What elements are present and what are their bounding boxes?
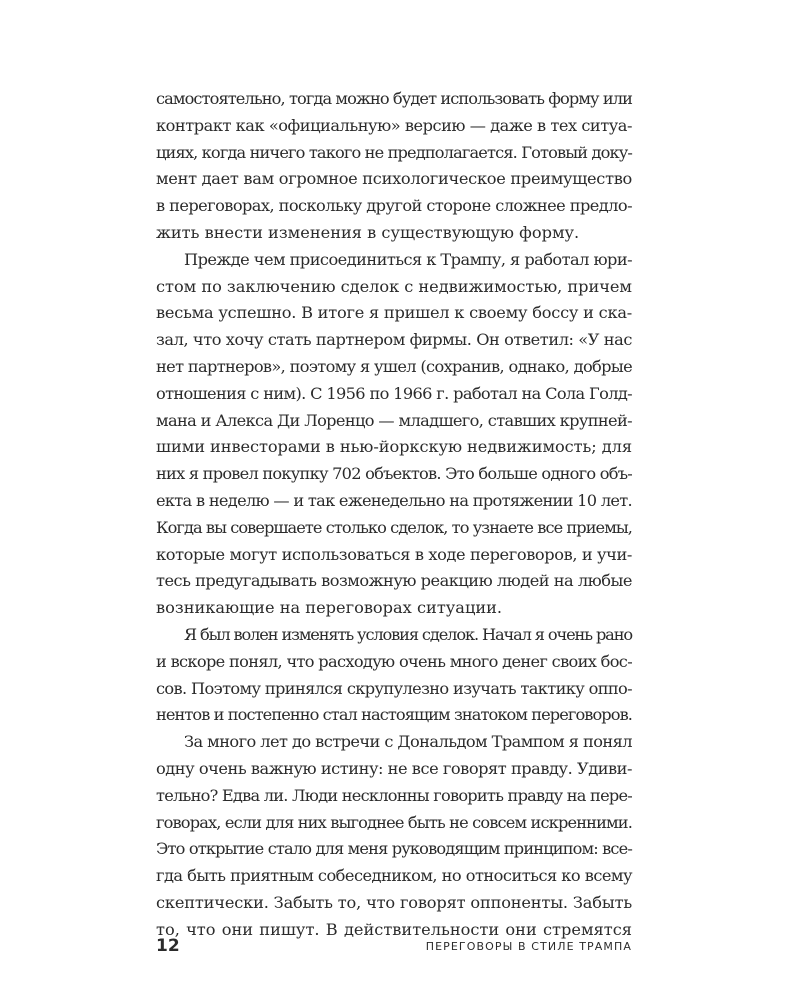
text-line: За много лет до встречи с Дональдом Трампом я понял — [184, 732, 633, 752]
running-title: ПЕРЕГОВОРЫ В СТИЛЕ ТРАМПА — [425, 940, 632, 953]
text-line: и вскоре понял, что расходую очень много денег своих бос- — [156, 651, 632, 671]
text-line: екта в неделю — и так еженедельно на протяжении 10 лет. — [156, 490, 632, 510]
text-line: в переговорах, поскольку другой стороне сложнее предло- — [156, 196, 632, 216]
text-line: Когда вы совершаете столько сделок, то узнаете все приемы, — [156, 517, 633, 537]
text-line: Я был волен изменять условия сделок. Начал я очень рано — [184, 624, 632, 644]
text-line: Прежде чем присоединиться к Трампу, я работал юри- — [184, 249, 632, 269]
page-footer — [156, 936, 632, 960]
text-line: зал, что хочу стать партнером фирмы. Он ответил: «У нас — [156, 330, 632, 350]
body-text — [156, 86, 632, 944]
text-line: них я провел покупку 702 объектов. Это больше одного объ- — [156, 464, 632, 484]
text-line: скептически. Забыть то, что говорят оппоненты. Забыть — [156, 892, 633, 912]
page-number: 12 — [156, 936, 180, 956]
text-line: мана и Алекса Ди Лоренцо — младшего, ставших крупней- — [156, 410, 632, 430]
text-line: контракт как «официальную» версию — даже в тех ситуа- — [156, 115, 632, 135]
text-line: тесь предугадывать возможную реакцию людей на любые — [156, 571, 632, 591]
text-line: одну очень важную истину: не все говорят правду. Удиви- — [156, 758, 633, 778]
text-line: которые могут использоваться в ходе переговоров, и учи- — [156, 544, 632, 564]
text-line: стом по заключению сделок с недвижимостью, причем — [156, 276, 632, 296]
text-line: гда быть приятным собеседником, но относиться ко всему — [156, 866, 632, 886]
text-line: тельно? Едва ли. Люди несклонны говорить правду на пере- — [156, 785, 632, 805]
text-line: возникающие на переговорах ситуации. — [156, 598, 503, 618]
text-line: то, что они пишут. В действительности они стремятся — [156, 919, 632, 939]
text-line: Это открытие стало для меня руководящим принципом: все- — [156, 839, 632, 859]
text-line: нентов и постепенно стал настоящим знатоком переговоров. — [156, 705, 632, 725]
text-line: говорах, если для них выгоднее быть не совсем искренними. — [156, 812, 632, 832]
text-line: нет партнеров», поэтому я ушел (сохранив, однако, добрые — [156, 356, 633, 376]
text-line: шими инвесторами в нью-йоркскую недвижимость; для — [156, 437, 632, 457]
text-line: мент дает вам огромное психологическое преимущество — [156, 169, 633, 189]
text-line: сов. Поэтому принялся скрупулезно изучать тактику оппо- — [156, 678, 633, 698]
text-line: отношения с ним). С 1956 по 1966 г. работал на Сола Голд- — [156, 383, 632, 403]
text-line: циях, когда ничего такого не предполагается. Готовый доку- — [156, 142, 632, 162]
text-line: жить внести изменения в существующую форму. — [156, 222, 580, 242]
text-line: самостоятельно, тогда можно будет использовать форму или — [156, 89, 632, 108]
text-line: весьма успешно. В итоге я пришел к своему боссу и ска- — [156, 303, 632, 323]
